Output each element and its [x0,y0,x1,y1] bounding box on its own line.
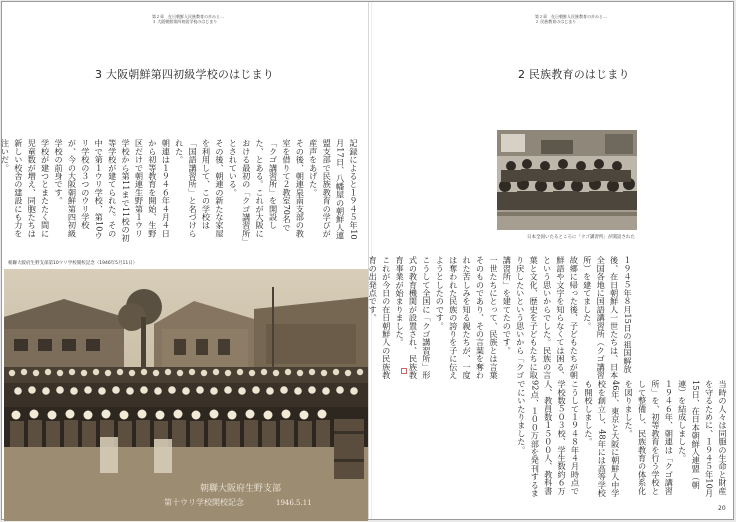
inscription-date: 1946.5.11 [276,499,312,507]
paragraph: 朝連は１９４６年４月４日から初等教育を開始、生野区だけで朝連生野第１ウリ学校から第11まで11校の初等学校が建てられた。その中で第１ウリ学校、第10ウリ学校の３つのウリ学校が、今の大阪朝鮮第四初級学校の前身です。 [54,139,172,242]
running-head-chapter: 第２章 在日朝鮮人民族教育の歩みと… [152,14,224,19]
photo-caption: 朝聯大阪府生野支部第10ウリ学校開校記念（1946年5月11日） [8,261,138,266]
classroom-photo [497,130,637,230]
classroom-photo-caption: 日本全国いたるところに「クゴ講習所」が開設された [527,235,635,240]
paragraph: これが今日の在日朝鮮人の民族教育の出発点です。 [368,256,392,379]
school-opening-photo [4,269,368,521]
running-head-section: ２ 民族教育のはじまり [535,19,577,24]
page-number: 20 [718,505,726,512]
paragraph: こうして全国に「クゴ講習所」形式の教育機関が設置され、民族教育事業が始まりました。 [395,256,432,379]
section-title: 2 民族教育のはじまり [518,68,630,81]
running-head-chapter: 第２章 在日朝鮮人民族教育の歩みと… [535,14,607,19]
paragraph: 故郷に帰った後、子どもたちが朝鮮語や文字を知らなくては困る、という思いからでした。民族の言葉と文化、歴史を子どもたちに取り戻したいという思いから「クゴ講習所」を建てたのです。 [502,256,580,379]
sepia-group-photo [4,269,368,521]
paragraph: 46年、東京と大阪に朝鮮人中学校を創立し、48年には高等学校も開校しました。 [583,380,621,498]
left-body-text [0,139,360,242]
left-running-head [152,14,224,24]
paragraph: １９４６年、朝連は「クゴ講習所」を、初等教育を行う学校として整備し、民族教育の体系化を図りました。 [624,380,675,495]
section-end-mark [401,368,407,374]
right-body-text-lower [507,380,729,500]
paragraph: その後、朝連泉南支部の教室を借りて２教室70名で「クゴ講習所」を開設した、とある。これが大阪における最初の「クゴ講習所」とされている。 [228,139,306,242]
paragraph: こうして１９４８年４月時点で学校数５０３校、学生数約６万人、教員数１５００人、教科書92点、１００万部を発刊するまでにいたりました。 [516,380,581,498]
inscription-line: 第十ウリ学校開校記念 [164,498,244,507]
inscription-line: 朝聯大阪府生野支部 [200,484,282,494]
paragraph: 当時の人々は同胞の生命と財産を守るために、１９４５年10月15日、在日本朝鮮人連盟（朝連）を結成しました。 [677,380,728,498]
classroom-scene [497,130,637,230]
paragraph: １９４５年８月15日の祖国解放後、在日朝鮮人一世たちは、日本全国各地に国語講習所（クゴ講習所）を建てました。 [582,256,633,379]
right-body-text [368,256,634,380]
right-running-head [535,14,607,24]
section-title: 3 大阪朝鮮第四初級学校のはじまり [95,68,274,81]
book-spread [1,1,734,520]
paragraph: その後、朝連の新たな家屋を利用して、この学校は「国語講習所」と名づけられた。 [174,139,225,238]
paragraph: 一世たちにとって、民族とは言葉そのものであり、その言葉を奪われた苦しみを知る親たちが、一度は奪われた民族の誇りを子に伝えようとしたのです。 [435,256,499,379]
paragraph: 記録によると１９４５年10月17日、八幡屋の朝鮮人連盟支部で民族教育の学びが産声をあげた。 [308,139,359,240]
paragraph: 学校が建つとまたたく間に児童数が増え、同胞たちは新しい校舎の建設にも力を注いだ。 [0,139,51,238]
running-head-section: ３ 大阪朝鮮第四初級学校のはじまり [152,19,218,24]
